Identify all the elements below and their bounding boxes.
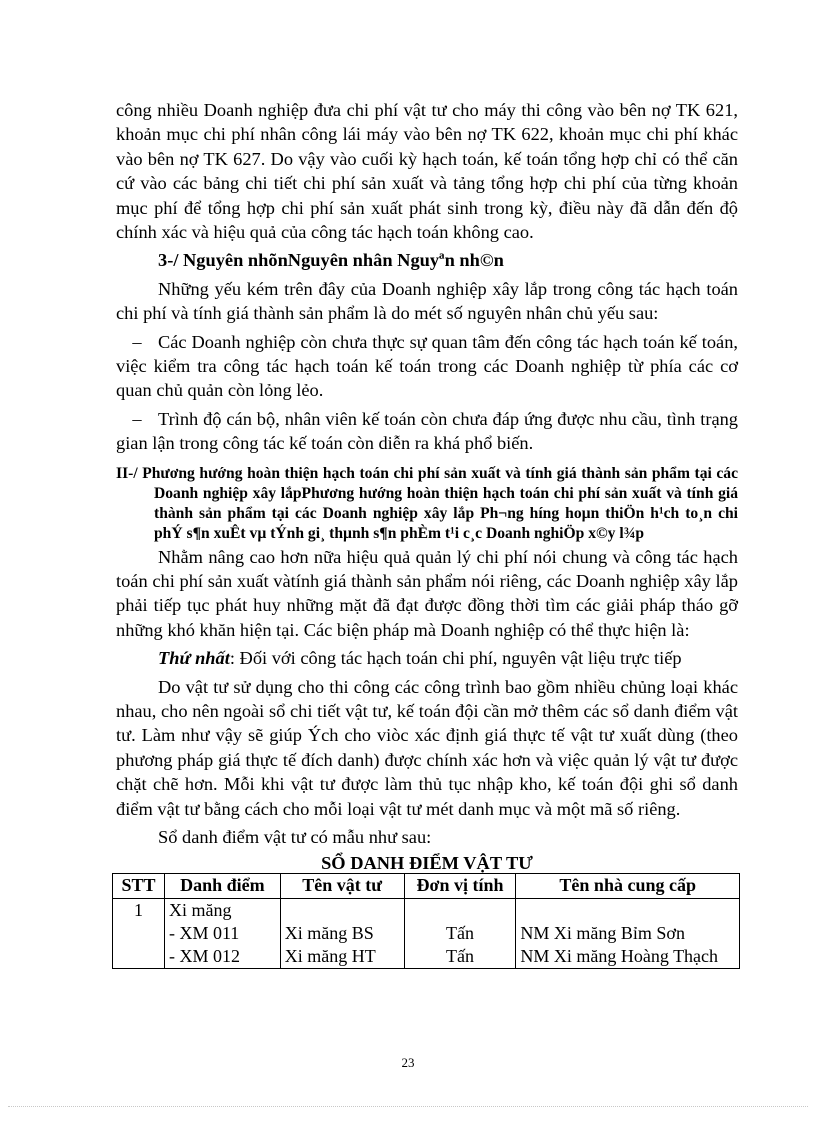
paragraph-weakness-causes: Những yếu kém trên đây của Doanh nghiệp xây lắp trong công tác hạch toán chi phí và tính giá thành sản phẩm là do mét số nguyên nhân chủ yếu sau: xyxy=(116,278,738,324)
cell-don-vi-tinh: Tấn Tấn xyxy=(404,899,516,969)
bullet-item-management xyxy=(116,330,738,403)
bullet-text: Các Doanh nghiệp còn chưa thực sự quan tâm đến công tác hạch toán kế toán, việc kiểm tra công tác hạch toán kế toán trong các Doanh nghiệp từ phía các cơ quan chủ quản còn lỏng lẻo. xyxy=(116,331,738,401)
bullet-text: Trình độ cán bộ, nhân viên kế toán còn chưa đáp ứng được nhu cầu, tình trạng gian lận trong công tác kế toán còn diễn ra khá phổ biến. xyxy=(116,408,738,454)
paragraph-first-measure xyxy=(116,646,738,670)
table-header-row xyxy=(113,874,740,899)
paragraph-material-ledger: Do vật tư sử dụng cho thi công các công trình bao gồm nhiều chủng loại khác nhau, cho nên ngoài sổ chi tiết vật tư, kế toán đội cần mở thêm các sổ danh điểm vật tư. Làm như vậy sẽ giúp Ých cho viòc xác định giá thực tế vật tư xuất dùng (theo phương pháp giá thực tế đích danh) được chính xác hơn và việc quản lý vật tư được chặt chẽ hơn. Mỗi khi vật tư được làm thủ tục nhập kho, kế toán đội ghi sổ danh điểm vật tư bằng cách cho mỗi loại vật tư mét danh mục và một mã số riêng. xyxy=(116,676,738,819)
first-measure-label: Thứ nhất xyxy=(158,648,230,669)
page-bottom-divider xyxy=(8,1106,808,1107)
section-heading-causes: 3-/ Nguyên nhõnNguyên nhân Nguyªn nh©n xyxy=(158,250,504,271)
table-row xyxy=(113,899,740,969)
page-number: 23 xyxy=(401,1055,415,1070)
page-content xyxy=(116,98,738,969)
cell-nha-cung-cap: NM Xi măng Bỉm Sơn NM Xi măng Hoàng Thạch xyxy=(516,899,740,969)
table-title: SỔ DANH ĐIỂM VẬT TƯ xyxy=(321,853,533,874)
material-catalog-table xyxy=(112,873,740,969)
dash-marker: – xyxy=(132,331,142,352)
dash-marker: – xyxy=(132,408,142,429)
bullet-item-staff xyxy=(116,407,738,456)
paragraph-cost-accounts: công nhiều Doanh nghiệp đưa chi phí vật tư cho máy thi công vào bên nợ TK 621, khoản mục chi phí nhân công lái máy vào bên nợ TK 622, khoản mục chi phí khác vào bên nợ TK 627. Do vậy vào cuối kỳ hạch toán, kế toán tổng hợp chỉ có thể căn cứ vào các bảng chi tiết chi phí sản xuất và tảng tổng hợp chi phí của từng khoản mục phí để tổng hợp chi phí sản xuất phát sinh trong kỳ, điều này đã dẫn đến độ chính xác và hiệu quả của công tác hạch toán không cao. xyxy=(116,100,738,243)
first-measure-text: : Đối với công tác hạch toán chi phí, nguyên vật liệu trực tiếp xyxy=(229,648,682,669)
cell-danh-diem: Xi măng - XM 011 - XM 012 xyxy=(164,899,280,969)
header-nha-cung-cap: Tên nhà cung cấp xyxy=(516,874,740,899)
cell-stt: 1 xyxy=(113,899,165,969)
paragraph-ledger-template: Sổ danh điểm vật tư có mẫu như sau: xyxy=(158,826,432,847)
header-don-vi-tinh: Đơn vị tính xyxy=(404,874,516,899)
section-heading-direction: II-/ Phương hướng hoàn thiện hạch toán chi phí sản xuất và tính giá thành sản phẩm tại các Doanh nghiệp xây lắpPhương hướng hoàn thiện hạch toán chi phí sản xuất và tính giá thành sản phẩm tại các Doanh nghiệp xây lắp Ph¬ng híng hoµn thiÖn h¹ch to¸n chi phÝ s¶n xuÊt vµ tÝnh gi¸ thµnh s¶n phÈm t¹i c¸c Doanh nghiÖp x©y l¾p xyxy=(116,464,738,543)
header-ten-vat-tu: Tên vật tư xyxy=(280,874,404,899)
header-stt: STT xyxy=(113,874,165,899)
header-danh-diem: Danh điểm xyxy=(164,874,280,899)
paragraph-improvement-goal: Nhằm nâng cao hơn nữa hiệu quả quản lý chi phí nói chung và công tác hạch toán chi phí sản xuất vàtính giá thành sản phẩm nói riêng, các Doanh nghiệp xây lắp phải tiếp tục phát huy những mặt đã đạt được đồng thời tìm các giải pháp tháo gỡ những khó khăn hiện tại. Các biện pháp mà Doanh nghiệp có thể thực hiện là: xyxy=(116,546,738,640)
cell-ten-vat-tu: Xi măng BS Xi măng HT xyxy=(280,899,404,969)
